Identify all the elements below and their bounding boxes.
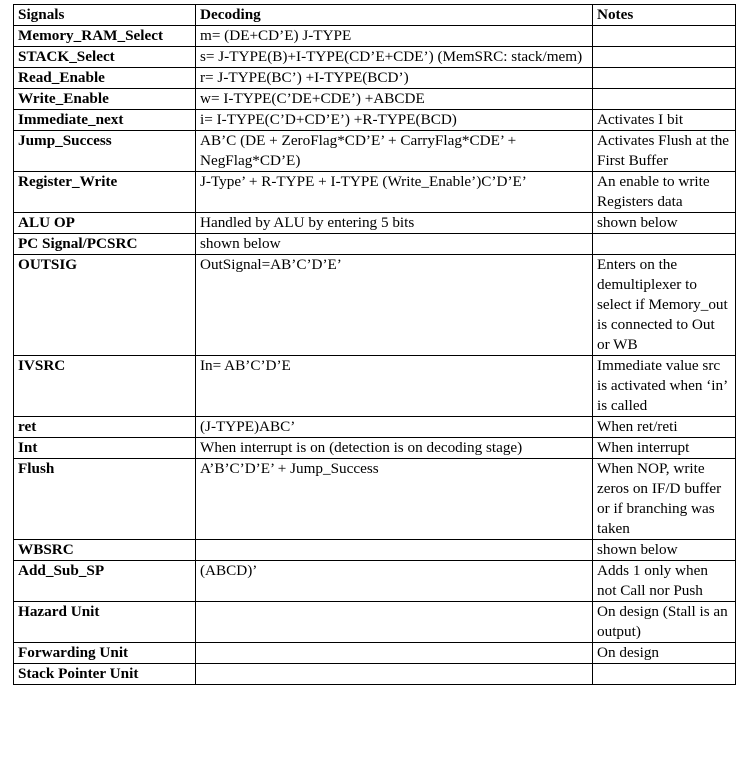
- signals-table: [13, 4, 736, 685]
- table-row: [14, 110, 736, 131]
- decoding-cell: J-Type’ + R-TYPE + I-TYPE (Write_Enable’)C’D’E’: [196, 172, 593, 213]
- table-row: [14, 602, 736, 643]
- decoding-cell: [196, 643, 593, 664]
- decoding-cell: [196, 540, 593, 561]
- notes-cell: Adds 1 only when not Call nor Push: [593, 561, 736, 602]
- decoding-cell: s= J-TYPE(B)+I-TYPE(CD’E+CDE’) (MemSRC: stack/mem): [196, 47, 593, 68]
- decoding-cell: (ABCD)’: [196, 561, 593, 602]
- signal-cell: WBSRC: [14, 540, 196, 561]
- signal-cell: IVSRC: [14, 356, 196, 417]
- signal-cell: Memory_RAM_Select: [14, 26, 196, 47]
- signal-cell: Int: [14, 438, 196, 459]
- signal-cell: Flush: [14, 459, 196, 540]
- signal-cell: Immediate_next: [14, 110, 196, 131]
- table-row: [14, 540, 736, 561]
- notes-cell: [593, 664, 736, 685]
- signal-cell: Register_Write: [14, 172, 196, 213]
- table-row: [14, 643, 736, 664]
- decoding-cell: r= J-TYPE(BC’) +I-TYPE(BCD’): [196, 68, 593, 89]
- table-row: [14, 561, 736, 602]
- signal-cell: PC Signal/PCSRC: [14, 234, 196, 255]
- decoding-cell: In= AB’C’D’E: [196, 356, 593, 417]
- table-row: [14, 47, 736, 68]
- header-row: [14, 5, 736, 26]
- table-row: [14, 417, 736, 438]
- signal-cell: Stack Pointer Unit: [14, 664, 196, 685]
- table-row: [14, 172, 736, 213]
- notes-cell: When NOP, write zeros on IF/D buffer or if branching was taken: [593, 459, 736, 540]
- notes-cell: On design: [593, 643, 736, 664]
- signal-cell: Jump_Success: [14, 131, 196, 172]
- table-row: [14, 234, 736, 255]
- signal-cell: ret: [14, 417, 196, 438]
- decoding-cell: [196, 664, 593, 685]
- signal-cell: Forwarding Unit: [14, 643, 196, 664]
- decoding-cell: (J-TYPE)ABC’: [196, 417, 593, 438]
- signal-cell: Read_Enable: [14, 68, 196, 89]
- notes-cell: [593, 26, 736, 47]
- notes-cell: An enable to write Registers data: [593, 172, 736, 213]
- decoding-cell: Handled by ALU by entering 5 bits: [196, 213, 593, 234]
- table-row: [14, 438, 736, 459]
- notes-cell: shown below: [593, 540, 736, 561]
- table-row: [14, 459, 736, 540]
- decoding-cell: w= I-TYPE(C’DE+CDE’) +ABCDE: [196, 89, 593, 110]
- notes-cell: When interrupt: [593, 438, 736, 459]
- signal-cell: Hazard Unit: [14, 602, 196, 643]
- signal-cell: STACK_Select: [14, 47, 196, 68]
- decoding-cell: [196, 602, 593, 643]
- table-row: [14, 664, 736, 685]
- table-row: [14, 89, 736, 110]
- table-row: [14, 131, 736, 172]
- decoding-cell: OutSignal=AB’C’D’E’: [196, 255, 593, 356]
- decoding-cell: i= I-TYPE(C’D+CD’E’) +R-TYPE(BCD): [196, 110, 593, 131]
- decoding-cell: When interrupt is on (detection is on decoding stage): [196, 438, 593, 459]
- decoding-cell: m= (DE+CD’E) J-TYPE: [196, 26, 593, 47]
- header-notes: Notes: [593, 5, 736, 26]
- table-row: [14, 26, 736, 47]
- notes-cell: Activates I bit: [593, 110, 736, 131]
- decoding-cell: AB’C (DE + ZeroFlag*CD’E’ + CarryFlag*CDE’ + NegFlag*CD’E): [196, 131, 593, 172]
- table-row: [14, 68, 736, 89]
- decoding-cell: shown below: [196, 234, 593, 255]
- table-row: [14, 255, 736, 356]
- notes-cell: [593, 234, 736, 255]
- signal-cell: Write_Enable: [14, 89, 196, 110]
- signal-cell: OUTSIG: [14, 255, 196, 356]
- header-signals: Signals: [14, 5, 196, 26]
- header-decoding: Decoding: [196, 5, 593, 26]
- notes-cell: When ret/reti: [593, 417, 736, 438]
- notes-cell: shown below: [593, 213, 736, 234]
- notes-cell: [593, 89, 736, 110]
- signal-cell: ALU OP: [14, 213, 196, 234]
- notes-cell: [593, 47, 736, 68]
- table-row: [14, 356, 736, 417]
- notes-cell: Immediate value src is activated when ‘in’ is called: [593, 356, 736, 417]
- notes-cell: Activates Flush at the First Buffer: [593, 131, 736, 172]
- notes-cell: [593, 68, 736, 89]
- notes-cell: Enters on the demultiplexer to select if Memory_out is connected to Out or WB: [593, 255, 736, 356]
- signal-cell: Add_Sub_SP: [14, 561, 196, 602]
- table-row: [14, 213, 736, 234]
- decoding-cell: A’B’C’D’E’ + Jump_Success: [196, 459, 593, 540]
- notes-cell: On design (Stall is an output): [593, 602, 736, 643]
